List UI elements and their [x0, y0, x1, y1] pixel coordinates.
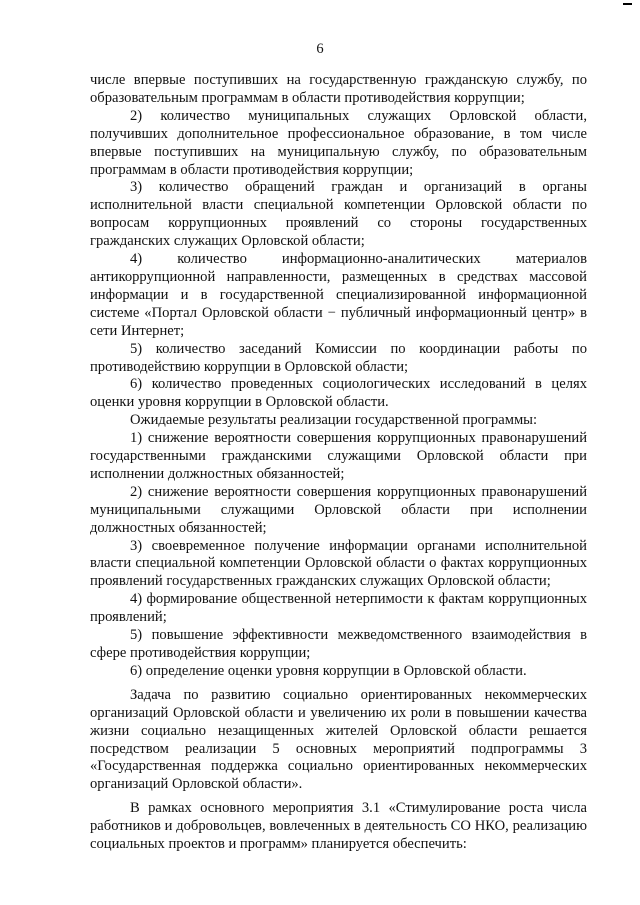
document-body — [90, 72, 587, 854]
scan-corner-mark — [623, 3, 632, 5]
paragraph-continuation: числе впервые поступивших на государственную гражданскую службу, по образовательным программам в области противодействия коррупции; — [90, 72, 587, 106]
indicator-item-5: 5) количество заседаний Комиссии по координации работы по противодействию коррупции в Орловской области; — [90, 340, 587, 375]
page-number: 6 — [316, 41, 324, 57]
result-item-4: 4) формирование общественной нетерпимости к фактам коррупционных проявлений; — [90, 591, 587, 626]
result-item-5: 5) повышение эффективности межведомственного взаимодействия в сфере противодействия коррупции; — [90, 627, 587, 661]
result-item-6: 6) определение оценки уровня коррупции в Орловской области. — [130, 662, 527, 679]
result-item-2: 2) снижение вероятности совершения коррупционных правонарушений муниципальными служащими Орловской области при исполнении должностных обязанностей; — [90, 483, 587, 536]
task-paragraph: Задача по развитию социально ориентированных некоммерческих организаций Орловской области и увеличению их роли в повышении качества жизни социально незащищенных жителей Орловской области решается посредством реализации 5 основных мероприятий подпрограммы 3 «Государственная поддержка социально ориентированных некоммерческих организаций Орловской области». — [90, 686, 587, 793]
expected-results-heading: Ожидаемые результаты реализации государственной программы: — [130, 412, 538, 429]
indicator-item-2: 2) количество муниципальных служащих Орловской области, получивших дополнительное профессиональное образование, в том числе впервые поступивших на муниципальную службу, по образовательным программам в области противодействия коррупции; — [90, 107, 587, 178]
indicator-item-4: 4) количество информационно-аналитических материалов антикоррупционной направленности, размещенных в средствах массовой информации и в государственной специализированной информационной системе «Портал Орловской области − публичный информационный центр» в сети Интернет; — [90, 251, 587, 339]
indicator-item-3: 3) количество обращений граждан и организаций в органы исполнительной власти специальной компетенции Орловской области по вопросам коррупционных проявлений со стороны государственных гражданских служащих Орловской области; — [90, 179, 587, 250]
indicator-item-6: 6) количество проведенных социологических исследований в целях оценки уровня коррупции в Орловской области. — [90, 376, 587, 411]
result-item-1: 1) снижение вероятности совершения коррупционных правонарушений государственными гражданскими служащими Орловской области при исполнении должностных обязанностей; — [90, 430, 587, 482]
result-item-3: 3) своевременное получение информации органами исполнительной власти специальной компетенции Орловской области о фактах коррупционных проявлений государственных гражданских служащих Орловской области; — [90, 537, 587, 590]
activity-paragraph: В рамках основного мероприятия 3.1 «Стимулирование роста числа работников и добровольцев, вовлеченных в деятельность СО НКО, реализацию социальных проектов и программ» планируется обеспечить: — [90, 800, 587, 853]
